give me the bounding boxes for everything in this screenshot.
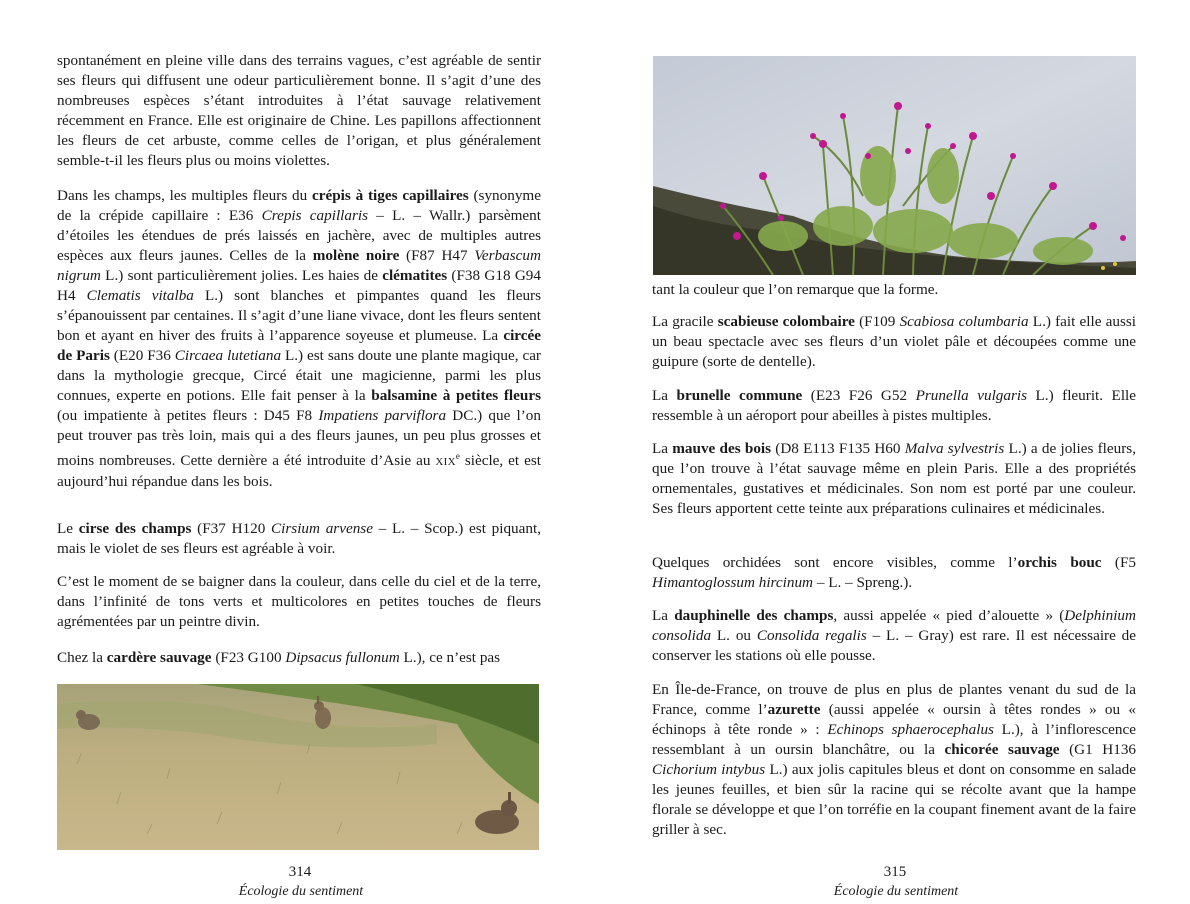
- paragraph: Dans les champs, les multiples fleurs du crépis à tiges capillaires (synonyme de la crépide capillaire : E36 Crepis capillaris – L. – Wallr.) parsèment d’étoiles les étendues de prés laissés en jachère, avec de multiples autres espèces aux fleurs jaunes. Celles de la molène noire (F87 H47 Verbascum nigrum L.) sont particulièrement jolies. Les haies de clématites (F38 G18 G94 H4 Clematis vitalba L.) sont blanches et pimpantes quand les fleurs s’épanouissent par centaines. Il s’agit d’une liane vivace, dont les fleurs sentent bon et ayant en hiver des fruits à l’apparence soyeuse et plumeuse. La circée de Paris (E20 F36 Circaea lutetiana L.) est sans doute une plante magique, car dans la mythologie grecque, Circé était une magicienne, parmi les plus connues, experte en potions. Elle fait penser à la balsamine à petites fleurs (ou impatiente à petites fleurs : D45 F8 Impatiens parviflora DC.) que l’on peut trouver pas très loin, mais qui a des fleurs jaunes, un peu plus grosses et moins nombreuses. Cette dernière a été introduite d’Asie au XIXe siècle, et est aujourd’hui répandue dans les bois.: [57, 187, 542, 491]
- paragraph: La mauve des bois (D8 E113 F135 H60 Malva sylvestris L.) a de jolies fleurs, que l’on trouve à l’état sauvage même en plein Paris. Elle a des propriétés ornementales, gustatives et médicinales. Son nom est porté par une couleur. Ses fleurs apportent cette teinte aux préparations culinaires et médicinales.: [652, 440, 1136, 517]
- paragraph: La brunelle commune (E23 F26 G52 Prunella vulgaris L.) fleurit. Elle ressemble à un aéroport pour abeilles à pistes multiples.: [652, 387, 1137, 424]
- paragraph: Chez la cardère sauvage (F23 G100 Dipsacus fullonum L.), ce n’est pas: [57, 649, 501, 666]
- page-number: 315: [883, 864, 907, 880]
- running-title: Écologie du sentiment: [833, 884, 959, 899]
- paragraph: La dauphinelle des champs, aussi appelée « pied d’alouette » (Delphinium consolida L. ou Consolida regalis – L. – Gray) est rare. Il est nécessaire de conserver les stations où elle pousse.: [652, 607, 1137, 664]
- paragraph: Le cirse des champs (F37 H120 Cirsium arvense – L. – Scop.) est piquant, mais le violet de ses fleurs est agréable à voir.: [57, 520, 541, 557]
- paragraph: C’est le moment de se baigner dans la couleur, dans celle du ciel et de la terre, dans l’infinité de tons verts et multicolores en petites touches de fleurs agrémentées par un peintre divin.: [57, 573, 541, 630]
- thistle-photo: [653, 56, 1136, 275]
- left-page: [57, 0, 541, 904]
- paragraph: Quelques orchidées sont encore visibles, comme l’orchis bouc (F5 Himantoglossum hircinum – L. – Spreng.).: [652, 554, 1136, 591]
- rabbits-photo: [57, 684, 539, 850]
- paragraph: spontanément en pleine ville dans des terrains vagues, c’est agréable de sentir ses fleurs qui diffusent une odeur particulièrement bonne. Il s’agit d’une des nombreuses espèces s’étant introduites à l’état sauvage relativement récemment en France. Elle est originaire de Chine. Les papillons affectionnent les fleurs de cet arbuste, comme celles de l’origan, et plus généralement semble-t-il les fleurs plus ou moins violettes.: [57, 52, 541, 169]
- paragraph: La gracile scabieuse colombaire (F109 Scabiosa columbaria L.) fait elle aussi un beau spectacle avec ses fleurs d’un violet pâle et découpées comme une guipure (sorte de dentelle).: [652, 313, 1136, 370]
- right-page: [652, 0, 1136, 904]
- page-number: 314: [288, 864, 312, 880]
- paragraph: En Île-de-France, on trouve de plus en plus de plantes venant du sud de la France, comme l’azurette (aussi appelée « oursin à têtes rondes » ou « échinops à tête ronde » : Echinops sphaerocephalus L.), à l’inflorescence ressemblant à un oursin blanchâtre, ou la chicorée sauvage (G1 H136 Cichorium intybus L.) aux jolis capitules bleus et dont on consomme en salade les jeunes feuilles, et bien sûr la racine qui se récolte avant que la hampe florale se développe et que l’on torréfie en la coupant finement avant de la faire griller à sec.: [652, 681, 1137, 838]
- paragraph: tant la couleur que l’on remarque que la forme.: [652, 281, 939, 298]
- running-title: Écologie du sentiment: [238, 884, 364, 899]
